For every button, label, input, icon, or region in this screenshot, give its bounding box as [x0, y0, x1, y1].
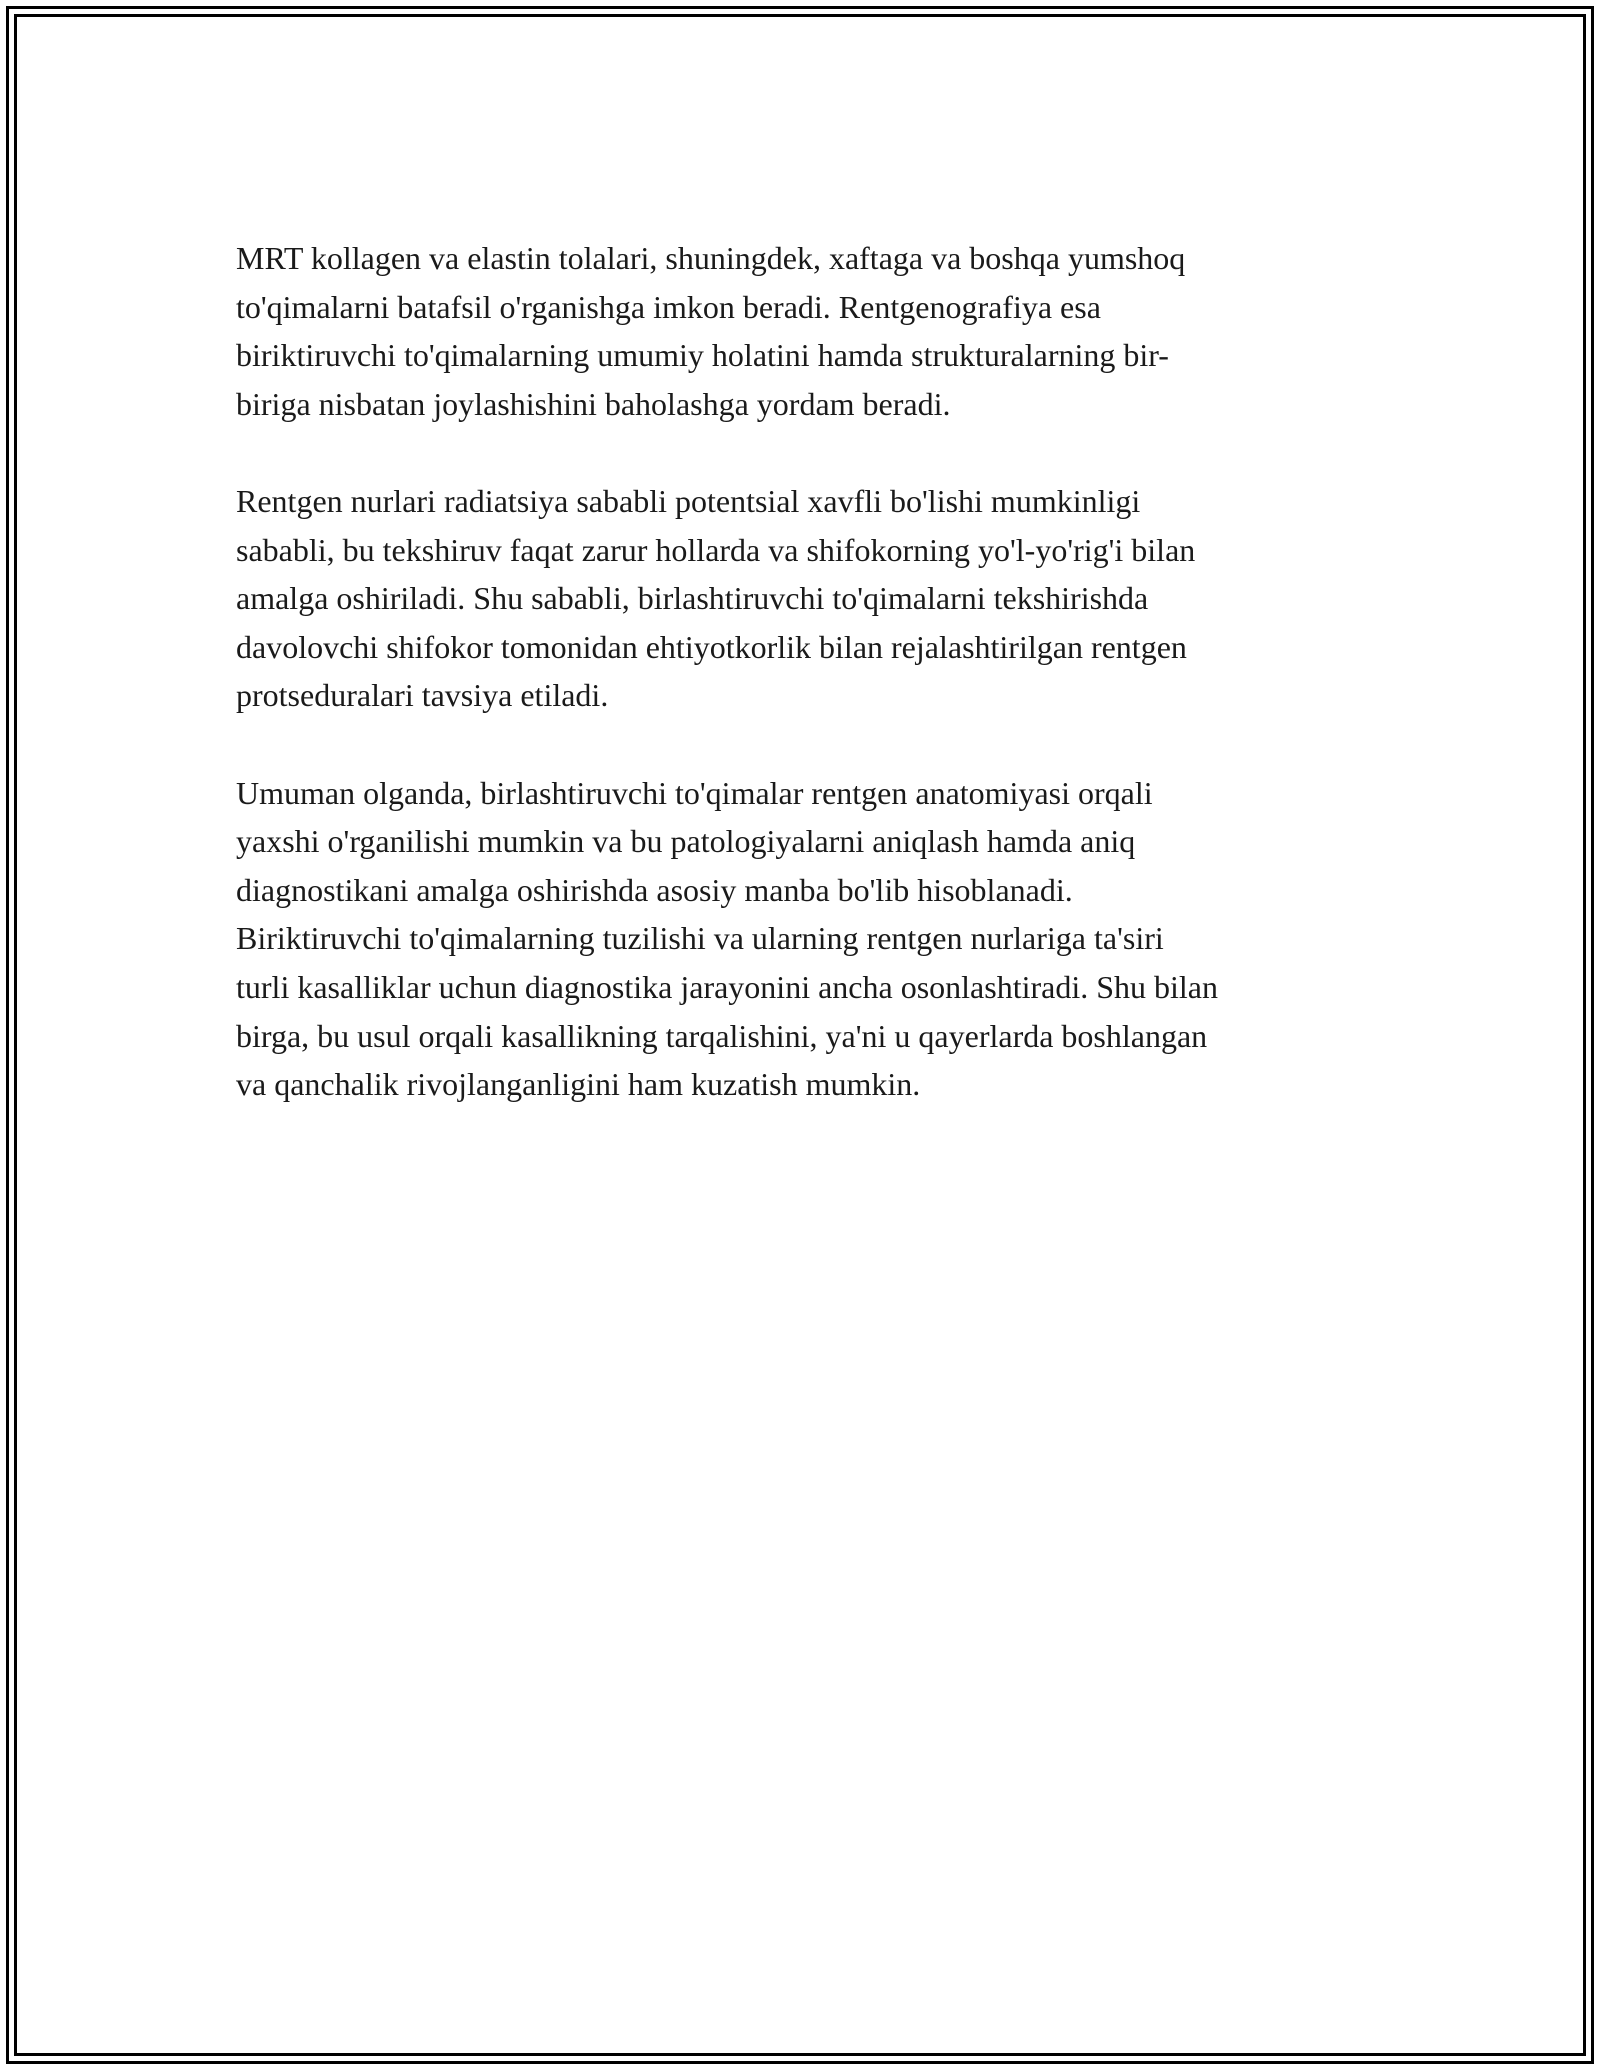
text-line: diagnostikani amalga oshirishda asosiy manba bo'lib hisoblanadi.	[236, 871, 1073, 908]
text-line: biriga nisbatan joylashishini baholashga yordam beradi.	[236, 385, 951, 422]
text-line: amalga oshiriladi. Shu sababli, birlashtiruvchi to'qimalarni tekshirishda	[236, 580, 1149, 617]
document-body	[236, 234, 1366, 1157]
text-line: Biriktiruvchi to'qimalarning tuzilishi va ularning rentgen nurlariga ta'siri	[236, 920, 1164, 957]
paragraph-xulosa	[236, 769, 1366, 1109]
text-line: Rentgen nurlari radiatsiya sababli potentsial xavfli bo'lishi mumkinligi	[236, 482, 1141, 519]
paragraph-radiatsiya	[236, 477, 1366, 720]
text-line: to'qimalarni batafsil o'rganishga imkon beradi. Rentgenografiya esa	[236, 288, 1101, 325]
text-line: davolovchi shifokor tomonidan ehtiyotkorlik bilan rejalashtirilgan rentgen	[236, 628, 1187, 665]
text-line: yaxshi o'rganilishi mumkin va bu patologiyalarni aniqlash hamda aniq	[236, 823, 1136, 860]
text-line: biriktiruvchi to'qimalarning umumiy holatini hamda strukturalarning bir-	[236, 337, 1169, 374]
text-line: sababli, bu tekshiruv faqat zarur hollarda va shifokorning yo'l-yo'rig'i bilan	[236, 531, 1196, 568]
text-line: birga, bu usul orqali kasallikning tarqalishini, ya'ni u qayerlarda boshlangan	[236, 1017, 1208, 1054]
paragraph-mrt-rentgenografiya	[236, 234, 1366, 428]
text-line: turli kasalliklar uchun diagnostika jarayonini ancha osonlashtiradi. Shu bilan	[236, 968, 1218, 1005]
text-line: protseduralari tavsiya etiladi.	[236, 677, 609, 714]
text-line: va qanchalik rivojlanganligini ham kuzatish mumkin.	[236, 1066, 921, 1103]
text-line: MRT kollagen va elastin tolalari, shuningdek, xaftaga va boshqa yumshoq	[236, 240, 1186, 276]
text-line: Umuman olganda, birlashtiruvchi to'qimalar rentgen anatomiyasi orqali	[236, 774, 1153, 811]
